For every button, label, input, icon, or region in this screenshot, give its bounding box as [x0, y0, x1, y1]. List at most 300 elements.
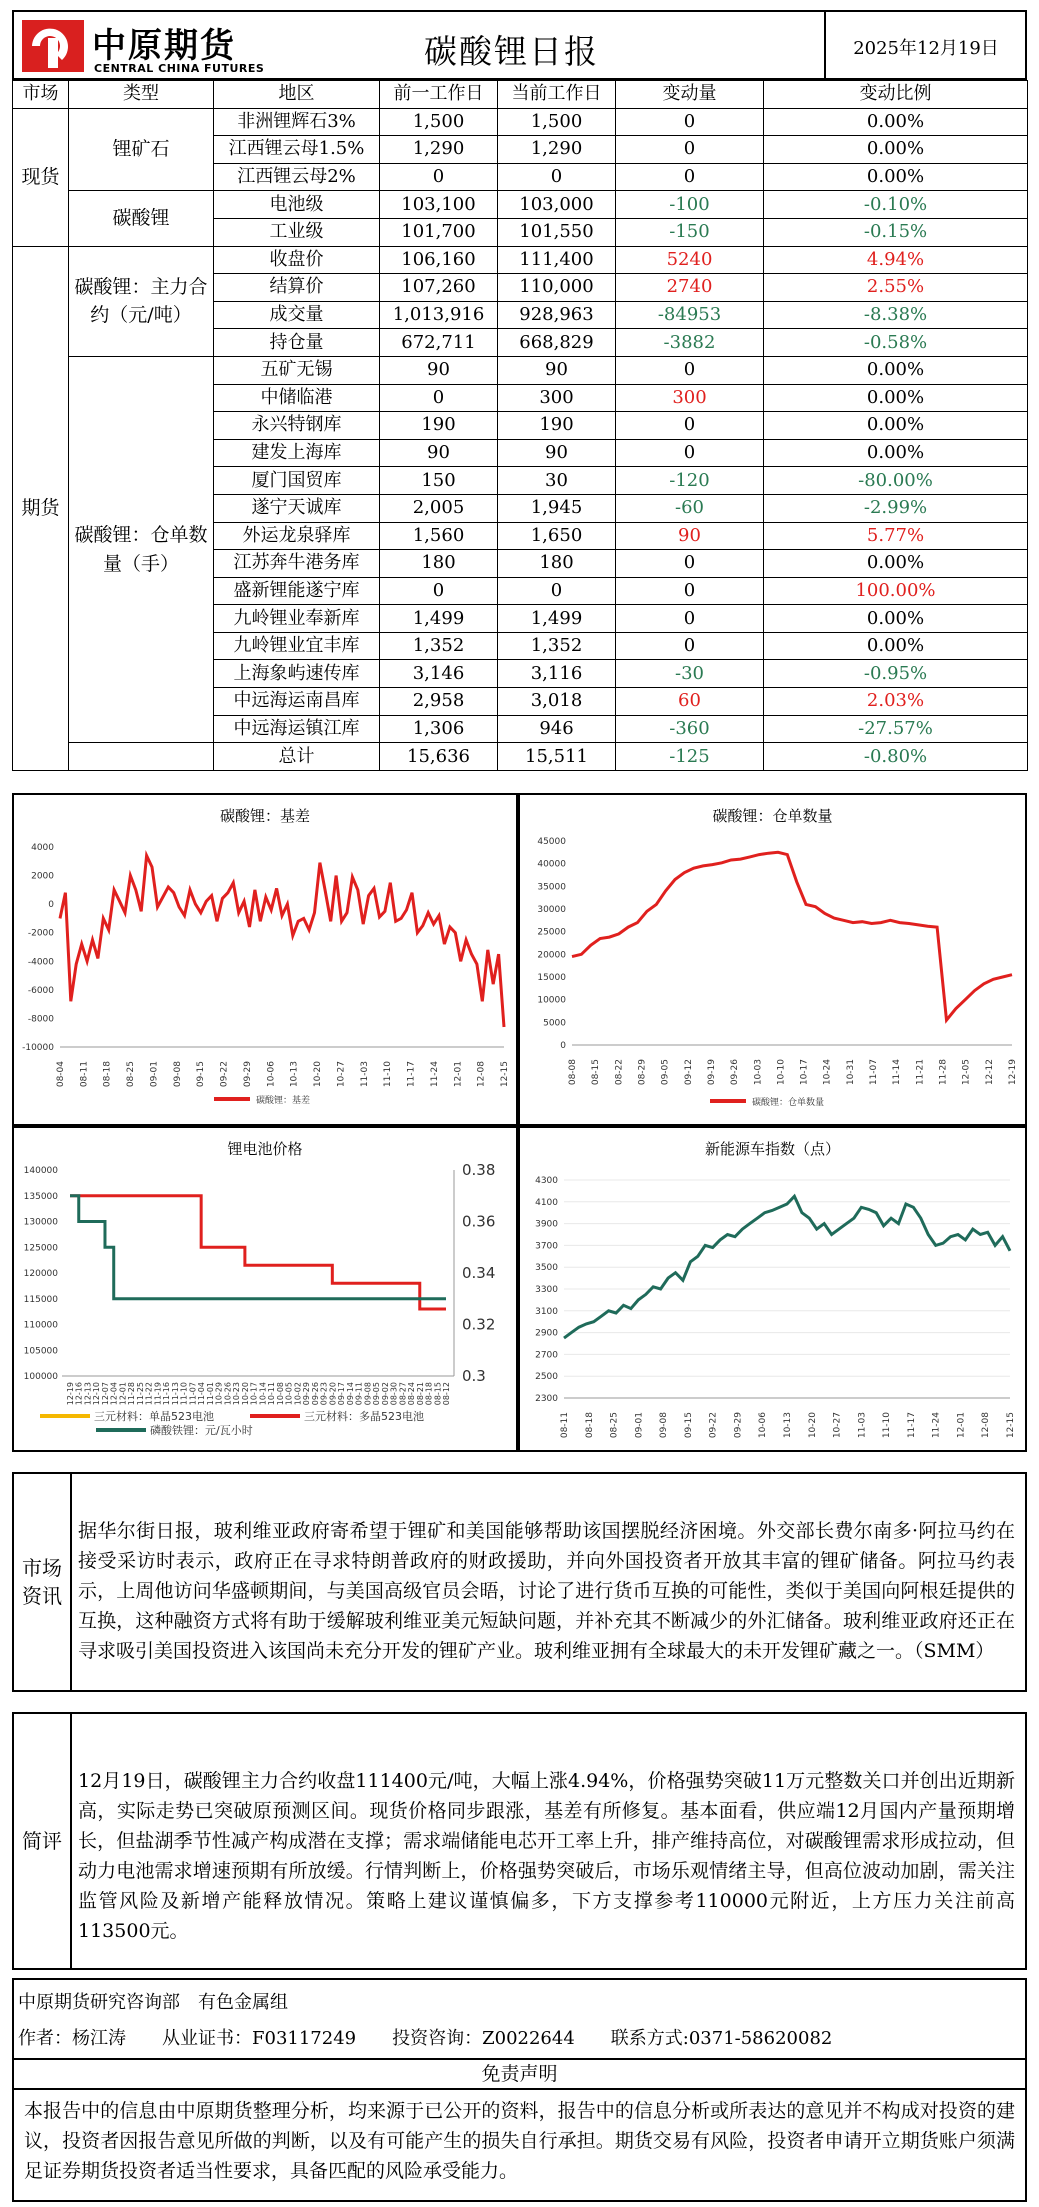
y-tick-label: 3900: [535, 1219, 558, 1230]
region-cell: 九岭锂业奉新库: [214, 605, 380, 633]
x-tick-label: 09-05: [660, 1059, 671, 1086]
x-tick-label: 10-03: [753, 1059, 764, 1086]
x-tick-label: 12-01: [956, 1412, 967, 1439]
type-cell: 碳酸锂：仓单数量（手）: [69, 356, 214, 742]
curr-value-cell: 3,116: [498, 660, 616, 688]
brand-name-en: CENTRAL CHINA FUTURES: [94, 62, 265, 75]
prev-value-cell: 1,306: [380, 715, 498, 743]
y-tick-label: 25000: [537, 927, 566, 938]
col-header: 市场: [13, 81, 69, 109]
curr-value-cell: 1,352: [498, 632, 616, 660]
y-tick-label: 3700: [535, 1241, 558, 1252]
prev-value-cell: 2,958: [380, 688, 498, 716]
change-cell: -125: [616, 743, 764, 771]
prev-value-cell: 150: [380, 467, 498, 495]
curr-value-cell: 111,400: [498, 246, 616, 274]
region-cell: 江西锂云母2%: [214, 163, 380, 191]
x-tick-label: 11-21: [915, 1059, 926, 1086]
x-tick-label: 12-15: [500, 1061, 510, 1088]
section-label: [14, 1714, 72, 1968]
x-tick-label: 11-03: [857, 1412, 868, 1439]
change-cell: 300: [616, 384, 764, 412]
nev-index-chart-panel: [518, 1126, 1027, 1452]
change-cell: 0: [616, 108, 764, 136]
curr-value-cell: 668,829: [498, 329, 616, 357]
change-cell: 0: [616, 577, 764, 605]
region-cell: 建发上海库: [214, 439, 380, 467]
x-tick-label: 08-29: [637, 1059, 648, 1086]
x-tick-label: 12-13: [83, 1382, 93, 1406]
review-section: [12, 1712, 1027, 1970]
y-tick-label: 4000: [31, 843, 54, 853]
y-tick-label: 15000: [537, 973, 566, 983]
region-cell: 持仓量: [214, 329, 380, 357]
legend-label: 碳酸锂：基差: [256, 1096, 311, 1106]
x-tick-label: 09-15: [196, 1061, 207, 1088]
prev-value-cell: 90: [380, 356, 498, 384]
y-tick-label: 100000: [23, 1372, 58, 1382]
prev-value-cell: 0: [380, 577, 498, 605]
table-header-row: [13, 81, 1028, 109]
y-tick-label: 0: [48, 900, 54, 911]
y-tick-label: 3300: [535, 1285, 558, 1295]
battery-price-chart-panel: [12, 1126, 518, 1452]
x-tick-label: 10-14: [258, 1382, 268, 1406]
basis-chart: [14, 795, 516, 1124]
change-pct-cell: -0.58%: [764, 329, 1028, 357]
y-tick-label: 130000: [23, 1217, 58, 1228]
x-tick-label: 09-12: [683, 1059, 694, 1086]
change-cell: 0: [616, 605, 764, 633]
x-tick-label: 08-15: [591, 1059, 602, 1086]
warrant-chart: [520, 795, 1025, 1124]
x-tick-label: 11-17: [406, 1061, 417, 1088]
change-pct-cell: 2.55%: [764, 274, 1028, 302]
y2-tick-label: 0.34: [462, 1264, 496, 1282]
x-tick-label: 08-04: [56, 1061, 66, 1088]
series-line: [60, 856, 504, 1027]
region-cell: 上海象屿速传库: [214, 660, 380, 688]
x-tick-label: 11-04: [197, 1382, 207, 1406]
x-tick-label: 08-08: [568, 1059, 578, 1086]
y-tick-label: 30000: [537, 905, 566, 915]
review-label: 简评: [22, 1829, 62, 1853]
table-row: [13, 356, 1028, 384]
basis-chart-panel: [12, 793, 518, 1126]
col-header: 前一工作日: [380, 81, 498, 109]
curr-value-cell: 0: [498, 577, 616, 605]
type-cell: [69, 743, 214, 771]
prev-value-cell: 15,636: [380, 743, 498, 771]
curr-value-cell: 300: [498, 384, 616, 412]
x-tick-label: 09-02: [380, 1382, 390, 1406]
region-cell: 外运龙泉驿库: [214, 522, 380, 550]
region-cell: 中远海运镇江库: [214, 715, 380, 743]
region-cell: 五矿无锡: [214, 356, 380, 384]
x-tick-label: 11-13: [170, 1382, 180, 1406]
x-tick-label: 12-12: [984, 1059, 995, 1086]
change-pct-cell: -8.38%: [764, 301, 1028, 329]
change-pct-cell: 0.00%: [764, 356, 1028, 384]
region-cell: 遂宁天诚库: [214, 494, 380, 522]
table-row: [13, 743, 1028, 771]
table-row: [13, 246, 1028, 274]
x-tick-label: 09-29: [242, 1061, 253, 1088]
curr-value-cell: 946: [498, 715, 616, 743]
y-tick-label: 0: [560, 1041, 566, 1051]
prev-value-cell: 180: [380, 550, 498, 578]
y2-tick-label: 0.32: [462, 1315, 496, 1334]
market-news-section: [12, 1472, 1027, 1692]
x-tick-label: 10-24: [822, 1059, 833, 1086]
x-tick-label: 11-10: [383, 1061, 394, 1088]
x-tick-label: 10-10: [776, 1059, 787, 1086]
y-tick-label: 2500: [535, 1372, 558, 1383]
chart-title: 锂电池价格: [227, 1140, 303, 1158]
x-tick-label: 08-18: [102, 1061, 113, 1088]
x-tick-label: 10-08: [275, 1382, 285, 1406]
x-tick-label: 10-29: [214, 1382, 224, 1406]
y2-tick-label: 0.36: [462, 1212, 496, 1231]
region-cell: 中储临港: [214, 384, 380, 412]
prev-value-cell: 90: [380, 439, 498, 467]
x-tick-label: 09-26: [310, 1382, 320, 1406]
change-cell: -360: [616, 715, 764, 743]
change-pct-cell: -0.15%: [764, 218, 1028, 246]
x-tick-label: 12-05: [961, 1059, 972, 1086]
prev-value-cell: 1,500: [380, 108, 498, 136]
change-cell: -120: [616, 467, 764, 495]
prev-value-cell: 1,499: [380, 605, 498, 633]
x-tick-label: 09-15: [683, 1412, 694, 1439]
review-text: 12月19日，碳酸锂主力合约收盘111400元/吨，大幅上涨4.94%，价格强势突破11万元整数关口并创出近期新高，实际走势已突破原预测区间。现货价格同步跟涨，基差有所修复。基本面看，供应端12月国内产量预期增长，但盐湖季节性减产构成潜在支撑；需求端储能电芯开工率上升，排产维持高位，对碳酸锂需求形成拉动，但动力电池需求增速预期有所放缓。行情判断上，价格强势突破后，市场乐观情绪主导，但高位波动加剧，需关注监管风险及新增产能释放情况。策略上建议谨慎偏多，下方支撑参考110000元附近，上方压力关注前高113500元。: [78, 1770, 1015, 1942]
x-tick-label: 12-04: [109, 1382, 119, 1406]
x-tick-label: 12-19: [1008, 1059, 1018, 1086]
change-pct-cell: -2.99%: [764, 494, 1028, 522]
x-tick-label: 11-24: [429, 1061, 440, 1088]
x-tick-label: 08-18: [584, 1412, 595, 1439]
x-tick-label: 08-11: [79, 1061, 90, 1088]
prev-value-cell: 1,560: [380, 522, 498, 550]
y-tick-label: -6000: [27, 985, 54, 996]
news-text: 据华尔街日报，玻利维亚政府寄希望于锂矿和美国能够帮助该国摆脱经济困境。外交部长费尔南多·阿拉马约在接受采访时表示，政府正在寻求特朗普政府的财政援助，并向外国投资者开放其丰富的锂矿储备。阿拉马约表示，上周他访问华盛顿期间，与美国高级官员会晤，讨论了进行货币互换的可能性，类似于美国向阿根廷提供的互换，这种融资方式将有助于缓解玻利维亚美元短缺问题，并补充其不断减少的外汇储备。玻利维亚政府还正在寻求吸引美国投资进入该国尚未充分开发的锂矿产业。玻利维亚拥有全球最大的未开发锂矿藏之一。（SMM）: [78, 1520, 1015, 1662]
prev-value-cell: 107,260: [380, 274, 498, 302]
curr-value-cell: 1,500: [498, 108, 616, 136]
x-tick-label: 12-08: [981, 1412, 992, 1439]
y-tick-label: -8000: [27, 1014, 54, 1025]
prev-value-cell: 103,100: [380, 191, 498, 219]
x-tick-label: 12-07: [100, 1382, 110, 1406]
x-tick-label: 10-06: [758, 1412, 769, 1439]
chart-title: 碳酸锂：基差: [219, 807, 310, 825]
x-tick-label: 09-14: [345, 1382, 355, 1406]
x-tick-label: 08-30: [389, 1382, 399, 1406]
y-tick-label: 20000: [537, 950, 566, 961]
change-pct-cell: 100.00%: [764, 577, 1028, 605]
y-tick-label: 2700: [535, 1350, 558, 1361]
prev-value-cell: 190: [380, 412, 498, 440]
legend-label: 三元材料：多晶523电池: [304, 1410, 424, 1423]
change-cell: 0: [616, 163, 764, 191]
change-pct-cell: 0.00%: [764, 136, 1028, 164]
x-tick-label: 08-21: [415, 1382, 425, 1406]
disclaimer-title: 免责声明: [12, 2058, 1027, 2090]
region-cell: 总计: [214, 743, 380, 771]
region-cell: 工业级: [214, 218, 380, 246]
battery-price-chart: [14, 1128, 516, 1450]
x-tick-label: 10-17: [249, 1382, 259, 1406]
x-tick-label: 08-22: [614, 1059, 625, 1086]
x-tick-label: 09-08: [659, 1412, 670, 1439]
region-cell: 江西锂云母1.5%: [214, 136, 380, 164]
x-tick-label: 11-22: [144, 1382, 154, 1406]
legend-label: 三元材料：单晶523电池: [94, 1410, 214, 1423]
change-cell: 60: [616, 688, 764, 716]
prev-value-cell: 1,013,916: [380, 301, 498, 329]
x-tick-label: 09-23: [319, 1382, 329, 1406]
change-pct-cell: 5.77%: [764, 522, 1028, 550]
type-cell: 锂矿石: [69, 108, 214, 191]
y-tick-label: 2300: [535, 1394, 558, 1404]
x-tick-label: 10-13: [289, 1061, 300, 1088]
change-cell: 0: [616, 412, 764, 440]
x-tick-label: 09-11: [354, 1382, 364, 1406]
y-tick-label: 5000: [543, 1018, 566, 1029]
x-tick-label: 11-03: [359, 1061, 370, 1088]
x-tick-label: 12-10: [92, 1382, 102, 1406]
price-table-body: [13, 81, 1028, 771]
y-tick-label: 4300: [535, 1176, 558, 1186]
x-tick-label: 11-16: [162, 1382, 172, 1406]
change-pct-cell: 0.00%: [764, 412, 1028, 440]
x-tick-label: 12-01: [453, 1061, 464, 1088]
y-tick-label: 2000: [31, 871, 54, 882]
x-tick-label: 10-27: [336, 1061, 347, 1088]
region-cell: 结算价: [214, 274, 380, 302]
price-table: [12, 80, 1028, 771]
curr-value-cell: 1,945: [498, 494, 616, 522]
col-header: 变动比例: [764, 81, 1028, 109]
x-tick-label: 09-01: [149, 1061, 160, 1088]
col-header: 变动量: [616, 81, 764, 109]
market-cell: 现货: [13, 108, 69, 246]
disclaimer-text: 本报告中的信息由中原期货整理分析，均来源于已公开的资料，报告中的信息分析或所表达的意见并不构成对投资的建议，投资者因报告意见所做的判断，以及有可能产生的损失自行承担。期货交易有风险，投资者申请开立期货账户须满足证券期货投资者适当性要求，具备匹配的风险承受能力。: [12, 2090, 1027, 2202]
prev-value-cell: 3,146: [380, 660, 498, 688]
region-cell: 收盘价: [214, 246, 380, 274]
curr-value-cell: 101,550: [498, 218, 616, 246]
legend-label: 磷酸铁锂：元/瓦小时: [150, 1424, 253, 1437]
y-tick-label: -2000: [27, 928, 54, 939]
curr-value-cell: 3,018: [498, 688, 616, 716]
region-cell: 盛新锂能遂宁库: [214, 577, 380, 605]
change-cell: 2740: [616, 274, 764, 302]
curr-value-cell: 928,963: [498, 301, 616, 329]
change-pct-cell: 0.00%: [764, 632, 1028, 660]
curr-value-cell: 180: [498, 550, 616, 578]
change-pct-cell: 2.03%: [764, 688, 1028, 716]
x-tick-label: 08-12: [442, 1382, 451, 1406]
y-tick-label: 3100: [535, 1306, 558, 1317]
x-tick-label: 10-05: [284, 1382, 294, 1406]
chart-title: 碳酸锂：仓单数量: [712, 807, 833, 825]
x-tick-label: 08-18: [424, 1382, 434, 1406]
report-header: [12, 10, 1027, 80]
x-tick-label: 10-27: [832, 1412, 843, 1439]
x-tick-label: 09-29: [733, 1412, 744, 1439]
x-tick-label: 09-22: [219, 1061, 230, 1088]
x-tick-label: 10-02: [293, 1382, 303, 1406]
change-cell: 0: [616, 136, 764, 164]
company-logo-icon: [22, 20, 84, 72]
change-pct-cell: -0.80%: [764, 743, 1028, 771]
x-tick-label: 09-01: [634, 1412, 645, 1439]
report-footer: [12, 1978, 1027, 2058]
x-tick-label: 10-06: [266, 1061, 277, 1088]
table-row: [13, 108, 1028, 136]
series-line: [572, 852, 1012, 1020]
department: 中原期货研究咨询部 有色金属组: [18, 1992, 288, 2013]
curr-value-cell: 30: [498, 467, 616, 495]
x-tick-label: 09-19: [706, 1059, 717, 1086]
change-cell: -84953: [616, 301, 764, 329]
x-tick-label: 08-15: [433, 1382, 443, 1406]
x-tick-label: 11-28: [127, 1382, 137, 1406]
change-pct-cell: 0.00%: [764, 384, 1028, 412]
y-tick-label: -10000: [22, 1043, 54, 1053]
x-tick-label: 10-13: [783, 1412, 793, 1439]
change-cell: 0: [616, 356, 764, 384]
x-tick-label: 09-08: [172, 1061, 183, 1088]
prev-value-cell: 101,700: [380, 218, 498, 246]
x-tick-label: 08-11: [560, 1412, 570, 1439]
x-tick-label: 12-01: [118, 1382, 128, 1406]
series-line: [70, 1196, 446, 1309]
change-cell: 5240: [616, 246, 764, 274]
change-pct-cell: 4.94%: [764, 246, 1028, 274]
curr-value-cell: 90: [498, 439, 616, 467]
x-tick-label: 12-08: [476, 1061, 487, 1088]
change-pct-cell: 0.00%: [764, 108, 1028, 136]
region-cell: 电池级: [214, 191, 380, 219]
col-header: 当前工作日: [498, 81, 616, 109]
change-pct-cell: -27.57%: [764, 715, 1028, 743]
prev-value-cell: 0: [380, 163, 498, 191]
x-tick-label: 10-26: [223, 1382, 233, 1406]
x-tick-label: 10-20: [240, 1382, 250, 1406]
curr-value-cell: 0: [498, 163, 616, 191]
x-tick-label: 12-15: [1006, 1412, 1016, 1439]
curr-value-cell: 15,511: [498, 743, 616, 771]
table-row: [13, 191, 1028, 219]
change-cell: -3882: [616, 329, 764, 357]
chart-title: 新能源车指数（点）: [704, 1140, 840, 1158]
brand-name: 中原期货: [92, 26, 236, 66]
region-cell: 非洲锂辉石3%: [214, 108, 380, 136]
section-label: [14, 1474, 72, 1690]
curr-value-cell: 190: [498, 412, 616, 440]
change-cell: 0: [616, 632, 764, 660]
author-info: 作者：杨江涛 从业证书：F03117249 投资咨询：Z0022644 联系方式:0371-58620082: [18, 2028, 833, 2049]
y-tick-label: 110000: [23, 1320, 58, 1331]
y-tick-label: 4100: [535, 1197, 558, 1208]
warrant-chart-panel: [518, 793, 1027, 1126]
x-tick-label: 11-19: [153, 1382, 163, 1406]
x-tick-label: 09-05: [372, 1382, 382, 1406]
x-tick-label: 12-16: [74, 1382, 84, 1406]
region-cell: 九岭锂业宜丰库: [214, 632, 380, 660]
region-cell: 永兴特钢库: [214, 412, 380, 440]
x-tick-label: 11-01: [205, 1382, 215, 1406]
curr-value-cell: 103,000: [498, 191, 616, 219]
x-tick-label: 10-11: [267, 1382, 277, 1406]
news-label: 市场资讯: [22, 1556, 62, 1608]
y2-tick-label: 0.3: [462, 1367, 486, 1385]
y-tick-label: 3500: [535, 1263, 558, 1274]
change-pct-cell: 0.00%: [764, 550, 1028, 578]
x-tick-label: 10-17: [799, 1059, 810, 1086]
change-pct-cell: -0.95%: [764, 660, 1028, 688]
change-cell: -30: [616, 660, 764, 688]
x-tick-label: 10-23: [232, 1382, 242, 1406]
change-pct-cell: 0.00%: [764, 439, 1028, 467]
col-header: 地区: [214, 81, 380, 109]
change-cell: -150: [616, 218, 764, 246]
y-tick-label: 35000: [537, 882, 566, 893]
x-tick-label: 11-14: [892, 1059, 903, 1086]
change-pct-cell: 0.00%: [764, 163, 1028, 191]
curr-value-cell: 1,499: [498, 605, 616, 633]
region-cell: 成交量: [214, 301, 380, 329]
x-tick-label: 08-27: [398, 1382, 408, 1406]
curr-value-cell: 1,290: [498, 136, 616, 164]
x-tick-label: 11-07: [188, 1382, 198, 1406]
x-tick-label: 09-08: [363, 1382, 373, 1406]
x-tick-label: 09-20: [328, 1382, 338, 1406]
type-cell: 碳酸锂：主力合约（元/吨）: [69, 246, 214, 356]
x-tick-label: 09-26: [730, 1059, 741, 1086]
change-cell: -60: [616, 494, 764, 522]
y-tick-label: 2900: [535, 1328, 558, 1339]
change-pct-cell: -80.00%: [764, 467, 1028, 495]
x-tick-label: 09-17: [337, 1382, 347, 1406]
x-tick-label: 11-10: [882, 1412, 893, 1439]
y-tick-label: 115000: [23, 1294, 58, 1305]
x-tick-label: 10-20: [807, 1412, 818, 1439]
y2-tick-label: 0.38: [462, 1161, 496, 1179]
prev-value-cell: 1,290: [380, 136, 498, 164]
region-cell: 厦门国贸库: [214, 467, 380, 495]
x-tick-label: 08-24: [407, 1382, 417, 1406]
y-tick-label: 125000: [23, 1243, 58, 1254]
prev-value-cell: 2,005: [380, 494, 498, 522]
y-tick-label: 135000: [23, 1191, 58, 1202]
y-tick-label: 140000: [23, 1166, 58, 1176]
y-tick-label: 45000: [537, 837, 566, 847]
nev-index-chart: [520, 1128, 1025, 1450]
x-tick-label: 11-28: [938, 1059, 949, 1086]
x-tick-label: 12-19: [66, 1382, 75, 1406]
change-pct-cell: 0.00%: [764, 605, 1028, 633]
change-cell: 0: [616, 550, 764, 578]
prev-value-cell: 1,352: [380, 632, 498, 660]
x-tick-label: 11-10: [179, 1382, 189, 1406]
change-cell: 90: [616, 522, 764, 550]
col-header: 类型: [69, 81, 214, 109]
y-tick-label: 120000: [23, 1269, 58, 1279]
curr-value-cell: 90: [498, 356, 616, 384]
prev-value-cell: 106,160: [380, 246, 498, 274]
x-tick-label: 10-31: [845, 1059, 856, 1086]
